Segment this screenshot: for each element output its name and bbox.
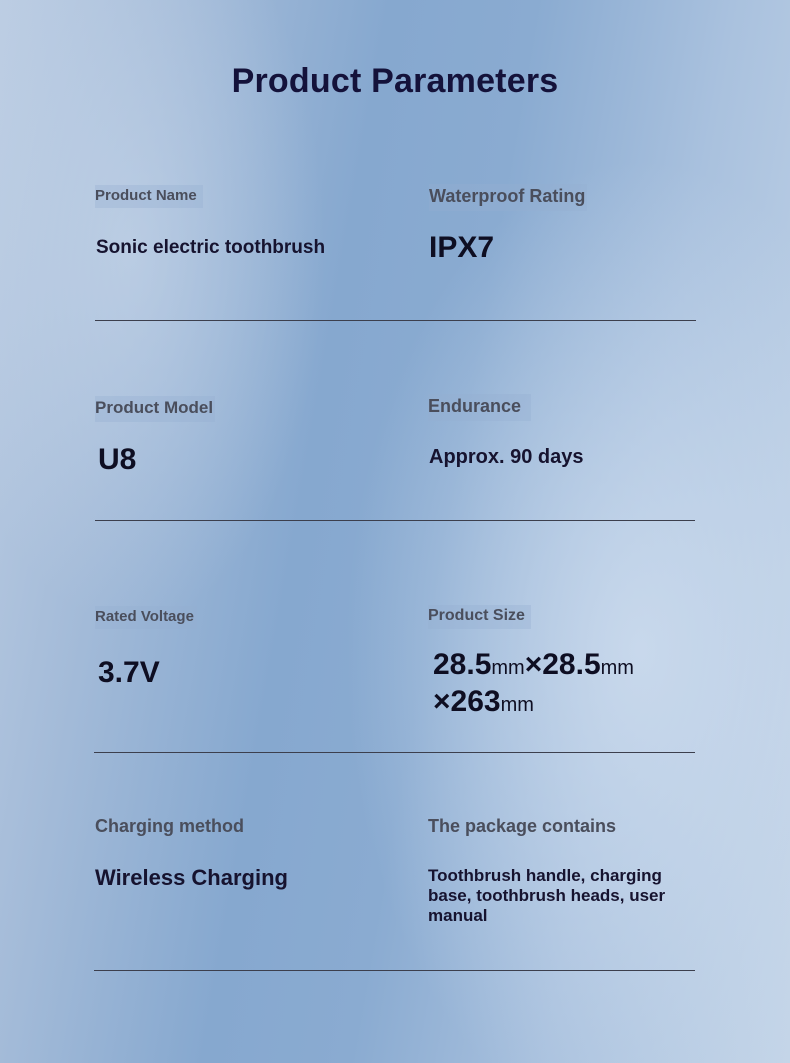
product-name-field <box>95 185 203 208</box>
product-size-field <box>428 605 531 629</box>
waterproof-rating-label: Waterproof Rating <box>429 184 587 211</box>
rated-voltage-label: Rated Voltage <box>95 606 197 629</box>
size-dim-1: 28.5 <box>433 648 492 681</box>
waterproof-rating-field <box>429 184 587 211</box>
size-unit-2: mm <box>600 657 634 679</box>
product-size-label: Product Size <box>428 605 531 629</box>
page-title: Product Parameters <box>231 62 559 100</box>
product-model-label: Product Model <box>95 396 215 422</box>
waterproof-rating-value: IPX7 <box>429 231 495 264</box>
endurance-field <box>428 394 531 421</box>
charging-method-value: Wireless Charging <box>95 865 288 890</box>
divider <box>94 970 695 971</box>
rated-voltage-value: 3.7V <box>98 656 160 689</box>
package-contents-field <box>428 814 618 841</box>
endurance-value: Approx. 90 days <box>429 446 584 468</box>
charging-method-label: Charging method <box>95 816 244 836</box>
divider <box>95 320 696 321</box>
product-model-field <box>95 396 215 422</box>
product-model-value: U8 <box>98 443 137 476</box>
package-contents-label: The package contains <box>428 816 617 836</box>
product-name-value: Sonic electric toothbrush <box>96 237 326 258</box>
size-sep-2: × <box>433 685 451 718</box>
divider <box>94 752 695 753</box>
size-sep-1: × <box>524 648 543 681</box>
size-unit-1: mm <box>491 657 525 679</box>
package-contents-value: Toothbrush handle, charging base, toothbrush heads, user manual <box>428 866 666 925</box>
endurance-label: Endurance <box>428 394 531 421</box>
size-dim-2: 28.5 <box>542 648 601 681</box>
size-dim-3: 263 <box>450 685 501 718</box>
product-name-label: Product Name <box>95 185 203 208</box>
product-size-value <box>433 649 673 723</box>
rated-voltage-field <box>95 606 197 629</box>
charging-method-field <box>95 814 246 841</box>
size-unit-3: mm <box>500 694 534 716</box>
divider <box>95 520 695 521</box>
